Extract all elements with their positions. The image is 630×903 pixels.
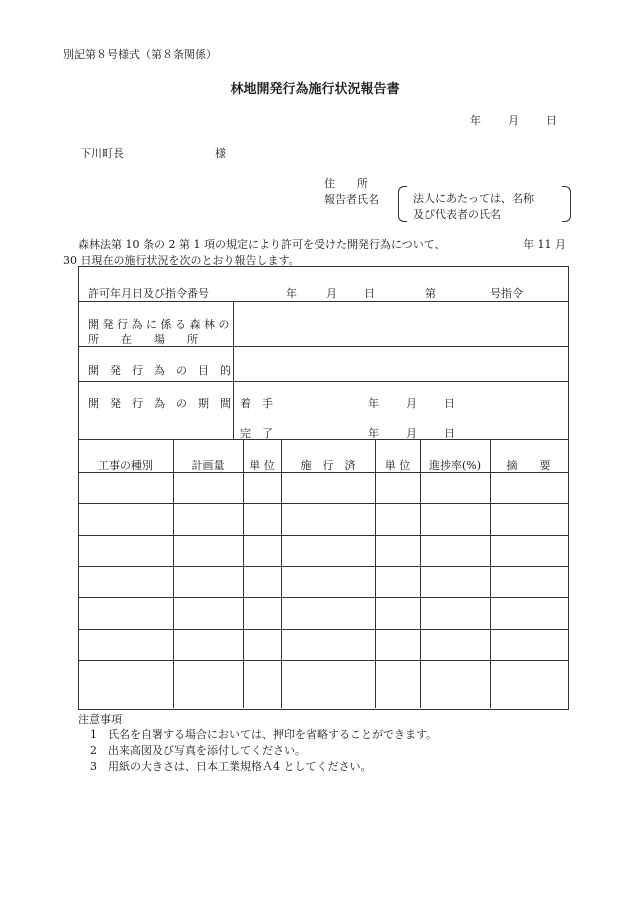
addressee-name: 下川町長 bbox=[80, 147, 124, 160]
end-day: 日 bbox=[444, 427, 455, 440]
col-work-type: 工事の種別 bbox=[98, 459, 153, 472]
addressee-honorific: 様 bbox=[215, 147, 226, 160]
reporter-note-line2: 及び代表者の氏名 bbox=[413, 208, 501, 221]
forest-location-label-2: 所 在 場 所 bbox=[88, 333, 198, 346]
start-day: 日 bbox=[444, 397, 455, 410]
col-progress-rate: 進捗率(%) bbox=[428, 459, 482, 472]
body-line1: 森林法第 10 条の 2 第 1 項の規定により許可を受けた開発行為について、 bbox=[78, 238, 446, 251]
permit-month: 月 bbox=[326, 287, 337, 300]
date-day-label: 日 bbox=[546, 114, 557, 127]
col-unit-2: 単 位 bbox=[384, 459, 411, 472]
body-line2: 30 日現在の施行状況を次のとおり報告します。 bbox=[63, 254, 300, 267]
rule bbox=[420, 439, 421, 708]
forest-location-label-1: 開 発 行 為 に 係 る 森 林 の bbox=[88, 318, 230, 331]
rule bbox=[78, 301, 569, 302]
end-month: 月 bbox=[406, 427, 417, 440]
rule bbox=[78, 566, 569, 567]
permit-number-prefix: 第 bbox=[425, 287, 436, 300]
rule bbox=[78, 597, 569, 598]
notes-heading: 注意事項 bbox=[78, 713, 122, 726]
bracket-right bbox=[562, 186, 571, 222]
page-title: 林地開発行為施行状況報告書 bbox=[230, 82, 400, 97]
note-item-2: 2 出来高図及び写真を添付してください。 bbox=[90, 744, 306, 757]
end-label: 完 了 bbox=[240, 427, 273, 440]
permit-number-suffix: 号指令 bbox=[490, 287, 523, 300]
start-label: 着 手 bbox=[240, 397, 273, 410]
rule bbox=[78, 660, 569, 661]
rule bbox=[243, 439, 244, 708]
period-label: 開 発 行 為 の 期 間 bbox=[88, 397, 231, 410]
reporter-name-label: 報告者氏名 bbox=[324, 193, 379, 206]
reporter-note-line1: 法人にあたっては、名称 bbox=[413, 192, 534, 205]
rule bbox=[78, 439, 569, 440]
note-item-1: 1 氏名を自署する場合においては、押印を省略することができます。 bbox=[90, 728, 438, 741]
permit-day: 日 bbox=[364, 287, 375, 300]
address-label: 住 所 bbox=[324, 177, 368, 190]
col-planned-amount: 計画量 bbox=[191, 459, 225, 472]
date-year-label: 年 bbox=[470, 114, 481, 127]
rule bbox=[233, 301, 234, 439]
form-reference: 別記第８号様式（第８条関係） bbox=[63, 48, 217, 61]
rule bbox=[78, 535, 569, 536]
purpose-label: 開 発 行 為 の 目 的 bbox=[88, 364, 231, 377]
start-month: 月 bbox=[406, 397, 417, 410]
permit-year: 年 bbox=[286, 287, 297, 300]
rule bbox=[78, 503, 569, 504]
date-month-label: 月 bbox=[508, 114, 519, 127]
bracket-left bbox=[398, 186, 407, 222]
col-completed: 施 行 済 bbox=[300, 459, 356, 472]
end-year: 年 bbox=[368, 427, 379, 440]
note-item-3: 3 用紙の大きさは、日本工業規格Ａ4 としてください。 bbox=[90, 760, 372, 773]
start-year: 年 bbox=[368, 397, 379, 410]
permit-label: 許可年月日及び指令番号 bbox=[88, 287, 209, 300]
rule bbox=[490, 439, 491, 708]
col-unit-1: 単 位 bbox=[249, 459, 275, 472]
rule bbox=[78, 381, 569, 382]
rule bbox=[173, 439, 174, 708]
rule bbox=[281, 439, 282, 708]
rule bbox=[375, 439, 376, 708]
rule bbox=[78, 629, 569, 630]
col-remarks: 摘 要 bbox=[506, 459, 551, 472]
body-line1-date: 年 11 月 bbox=[523, 238, 566, 251]
